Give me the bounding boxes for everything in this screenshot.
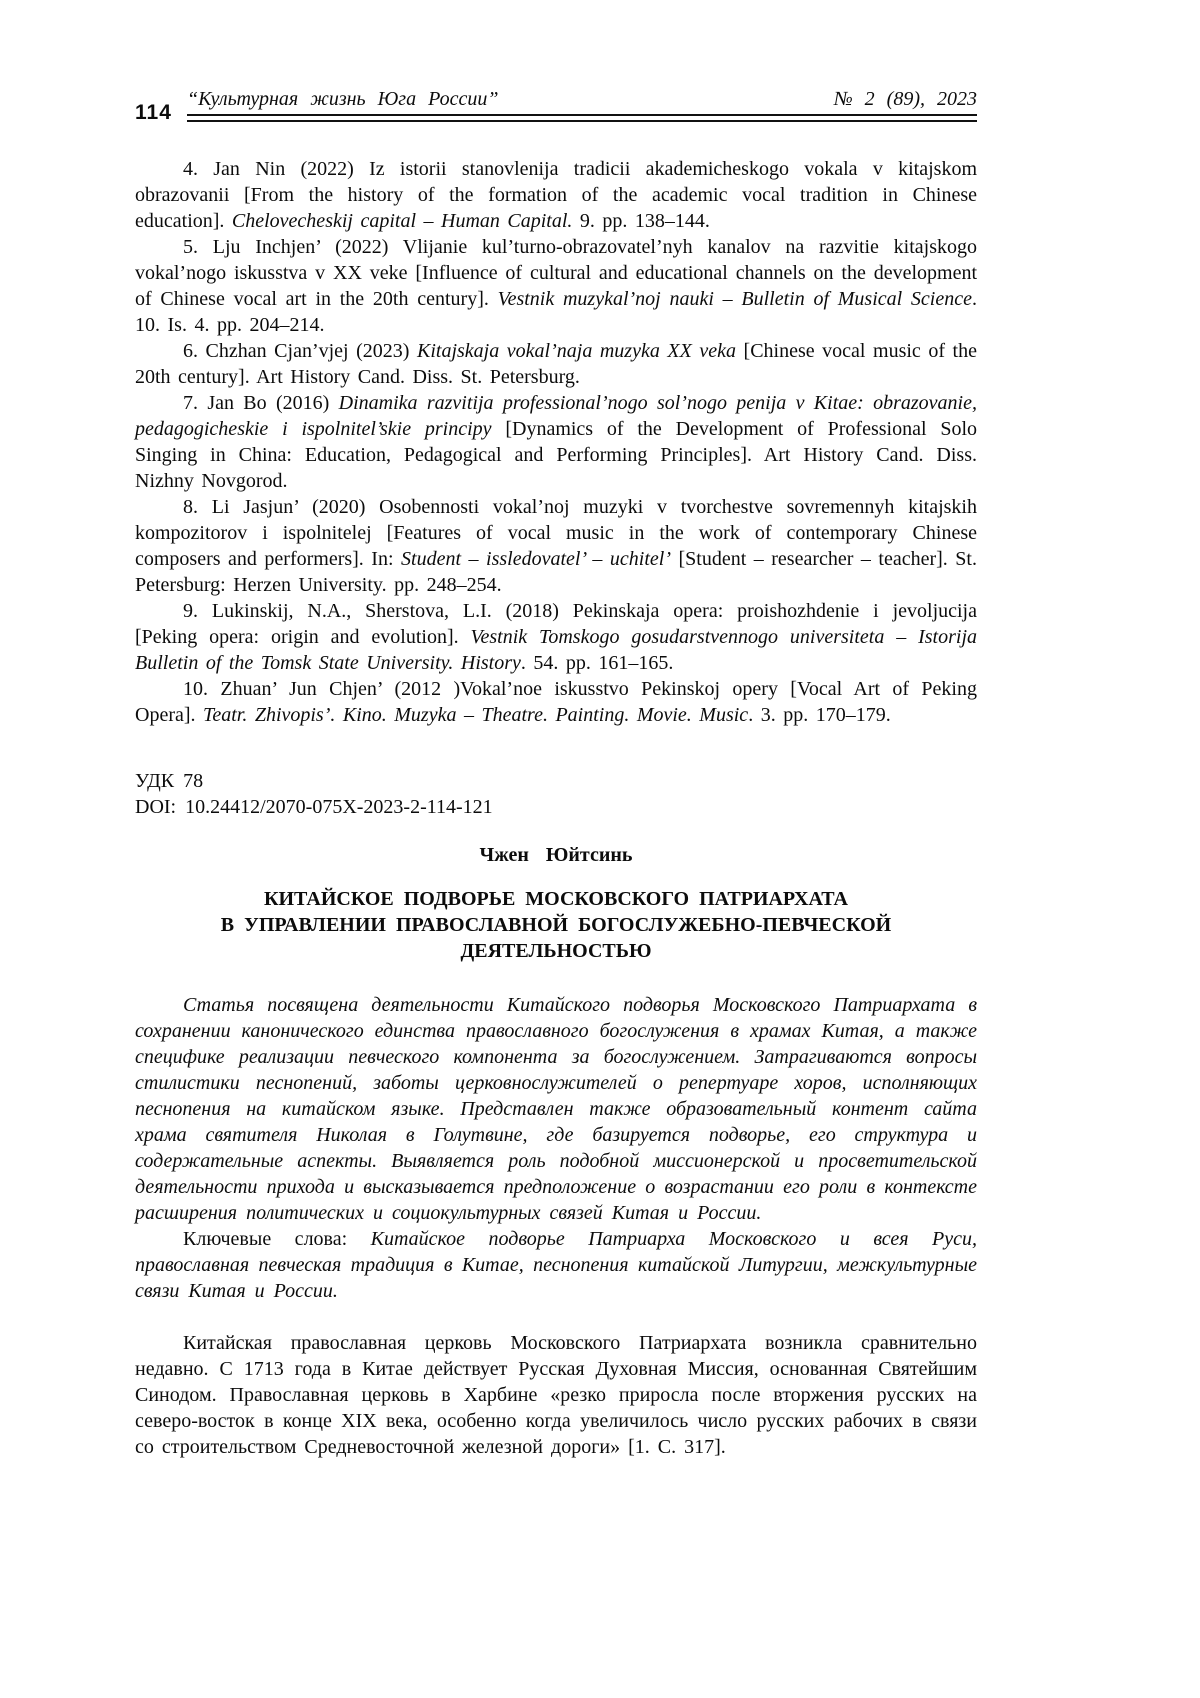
page-header bbox=[135, 88, 977, 122]
article-title-line: В УПРАВЛЕНИИ ПРАВОСЛАВНОЙ БОГОСЛУЖЕБНО-ПЕВЧЕСКОЙ bbox=[220, 914, 892, 936]
article-title-line: ДЕЯТЕЛЬНОСТЬЮ bbox=[460, 940, 652, 962]
keywords-paragraph: Ключевые слова: Китайское подворье Патриарха Московского и всея Руси, православная певческая традиция в Китае, песнопения китайской Литургии, межкультурные связи Китая и России. bbox=[135, 1228, 977, 1302]
reference-item: 6. Chzhan Cjan’vjej (2023) Kitajskaja vokal’naja muzyka XX veka [Chinese vocal music of the 20th century]. Art History Cand. Diss. St. Petersburg. bbox=[135, 340, 977, 388]
reference-item: 10. Zhuan’ Jun Chjen’ (2012 )Vokal’noe iskusstvo Pekinskoj opery [Vocal Art of Peking Opera]. Teatr. Zhivopis’. Kino. Muzyka – Theatre. Painting. Movie. Music. 3. pp. 170–179. bbox=[135, 678, 977, 726]
references-section bbox=[135, 156, 977, 728]
header-double-rule bbox=[187, 114, 977, 122]
journal-title: “Культурная жизнь Юга России” bbox=[187, 88, 499, 110]
reference-item: 4. Jan Nin (2022) Iz istorii stanovlenija tradicii akademicheskogo vokala v kitajskom obrazovanii [From the history of the formation of the academic vocal tradition in Chinese education]. Chelovecheskij capital – Human Capital. 9. pp. 138–144. bbox=[135, 158, 977, 232]
author-name: Чжен Юйтсинь bbox=[479, 844, 633, 866]
body-paragraph: Китайская православная церковь Московского Патриархата возникла сравнительно недавно. С 1713 года в Китае действует Русская Духовная Миссия, основанная Святейшим Синодом. Православная церковь в Харбине «резко приросла после вторжения русских на северо-восток в конце XIX века, особенно когда увеличилось число русских рабочих в связи со строительством Средневосточной железной дороги» [1. С. 317]. bbox=[135, 1332, 977, 1458]
reference-item: 5. Lju Inchjen’ (2022) Vlijanie kul’turno-obrazovatel’nyh kanalov na razvitie kitajskogo vokal’nogo iskusstva v XX veke [Influence of cultural and educational channels on the development of Chinese vocal art in the 20th century]. Vestnik muzykal’noj nauki – Bulletin of Musical Science. 10. Is. 4. pp. 204–214. bbox=[135, 236, 977, 336]
running-head bbox=[187, 88, 977, 111]
article-meta bbox=[135, 768, 977, 820]
article-title bbox=[135, 886, 977, 964]
page-content bbox=[135, 156, 977, 1460]
page-number: 114 bbox=[135, 101, 172, 124]
reference-item: 8. Li Jasjun’ (2020) Osobennosti vokal’noj muzyki v tvorchestve sovremennyh kitajskih kompozitorov i ispolnitelej [Features of vocal music in the work of contemporary Chinese composers and performers]. In: Student – issledovatel’ – uchitel’ [Student – researcher – teacher]. St. Petersburg: Herzen University. pp. 248–254. bbox=[135, 496, 977, 596]
doi-line: DOI: 10.24412/2070-075X-2023-2-114-121 bbox=[135, 796, 493, 818]
header-inner bbox=[187, 88, 977, 122]
article-title-line: КИТАЙСКОЕ ПОДВОРЬЕ МОСКОВСКОГО ПАТРИАРХАТА bbox=[264, 888, 848, 910]
abstract-text: Статья посвящена деятельности Китайского подворья Московского Патриархата в сохранении канонического единства православного богослужения в храмах Китая, а также специфике реализации певческого компонента за богослужением. Затрагиваются вопросы стилистики песнопений, заботы церковнослужителей о репертуаре хоров, исполняющих песнопения на китайском языке. Представлен также образовательный контент сайта храма святителя Николая в Голутвине, где базируется подворье, его структура и содержательные аспекты. Выявляется роль подобной миссионерской и просветительской деятельности прихода и высказывается предположение о возрастании его роли в контексте расширения политических и социокультурных связей Китая и России. bbox=[135, 994, 977, 1224]
issue-info: № 2 (89), 2023 bbox=[833, 88, 977, 110]
reference-item: 9. Lukinskij, N.A., Sherstova, L.I. (2018) Pekinskaja opera: proishozhdenie i jevoljucija [Peking opera: origin and evolution]. Vestnik Tomskogo gosudarstvennogo universiteta – Istorija Bulletin of the Tomsk State University. History. 54. pp. 161–165. bbox=[135, 600, 977, 674]
reference-item: 7. Jan Bo (2016) Dinamika razvitija professional’nogo sol’nogo penija v Kitae: obrazovanie, pedagogicheskie i ispolnitel’skie principy [Dynamics of the Development of Professional Solo Singing in China: Education, Pedagogical and Performing Principles]. Art History Cand. Diss. Nizhny Novgorod. bbox=[135, 392, 977, 492]
udc-line: УДК 78 bbox=[135, 770, 204, 792]
